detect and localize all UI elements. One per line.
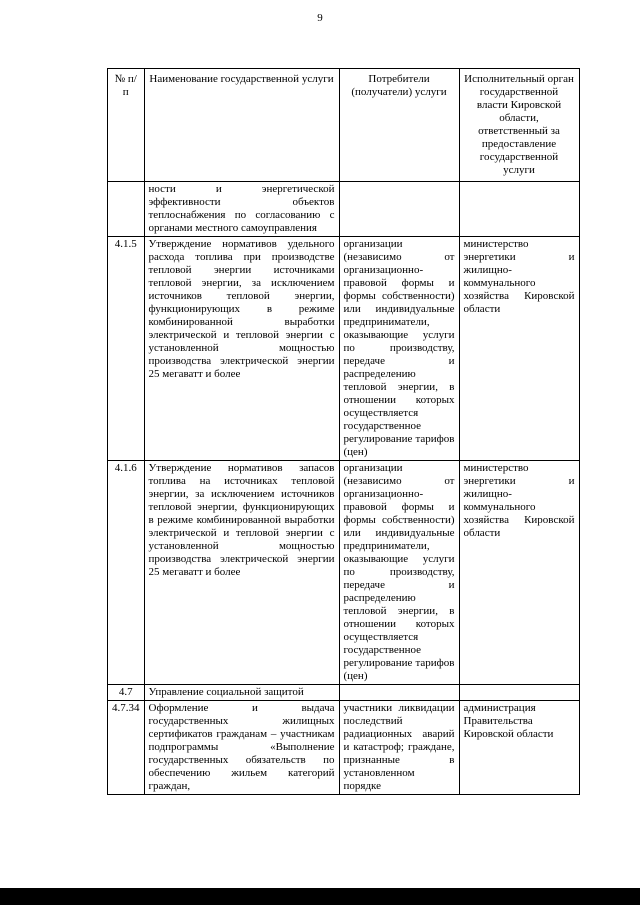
row-consumers: участники ликвидации последствий радиационных аварий и катастроф; граждане, признанные в установленном порядке <box>339 701 459 795</box>
row-consumers: организации (независимо от организационно-правовой формы и формы собственности) или индивидуальные предприниматели, оказывающие услуги по производству, передаче и распределению тепловой энергии, в отношении которых осуществляется государственное регулирование тарифов (цен) <box>339 461 459 685</box>
header-service-name: Наименование государственной услуги <box>144 69 339 182</box>
table-row <box>108 461 580 685</box>
row-consumers: организации (независимо от организационно-правовой формы и формы собственности) или индивидуальные предприниматели, оказывающие услуги по производству, передаче и распределению тепловой энергии, в отношении которых осуществляется государственное регулирование тарифов (цен) <box>339 237 459 461</box>
table-row <box>108 701 580 795</box>
header-authority: Исполнительный орган государственной власти Кировской области, ответственный за предоставление государственной услуги <box>459 69 579 182</box>
row-service-name: Утверждение нормативов удельного расхода топлива при производстве тепловой энергии источниками тепловой энергии, за исключением источников тепловой энергии, функционирующих в режиме комбинированной выработки электрической и тепловой энергии с установленной мощностью производства электрической энергии 25 мегаватт и более <box>144 237 339 461</box>
table-row <box>108 182 580 237</box>
row-number: 4.7.34 <box>108 701 145 795</box>
row-authority <box>459 685 579 701</box>
row-service-name: Оформление и выдача государственных жилищных сертификатов гражданам – участникам подпрограммы «Выполнение государственных обязательств по обеспечению жильем категорий граждан, <box>144 701 339 795</box>
row-authority <box>459 182 579 237</box>
row-number: 4.1.6 <box>108 461 145 685</box>
row-service-name: Управление социальной защитой <box>144 685 339 701</box>
table-row <box>108 685 580 701</box>
row-number: 4.1.5 <box>108 237 145 461</box>
row-service-name: ности и энергетической эффективности объектов теплоснабжения по согласованию с органами местного самоуправления <box>144 182 339 237</box>
row-consumers <box>339 685 459 701</box>
scan-bottom-edge <box>0 888 640 905</box>
row-authority: министерство энергетики и жилищно-коммунального хозяйства Кировской области <box>459 237 579 461</box>
row-consumers <box>339 182 459 237</box>
row-number: 4.7 <box>108 685 145 701</box>
row-service-name: Утверждение нормативов запасов топлива на источниках тепловой энергии, за исключением источников тепловой энергии, функционирующих в режиме комбинированной выработки электрической и тепловой энергии с установленной мощностью производства электрической энергии 25 мегаватт и более <box>144 461 339 685</box>
row-authority: администрация Правительства Кировской области <box>459 701 579 795</box>
table-row <box>108 237 580 461</box>
page-number: 9 <box>317 12 323 24</box>
row-authority: министерство энергетики и жилищно-коммунального хозяйства Кировской области <box>459 461 579 685</box>
header-number: № п/п <box>108 69 145 182</box>
header-consumers: Потребители (получатели) услуги <box>339 69 459 182</box>
row-number <box>108 182 145 237</box>
table-header-row <box>108 69 580 182</box>
services-table <box>107 68 580 795</box>
